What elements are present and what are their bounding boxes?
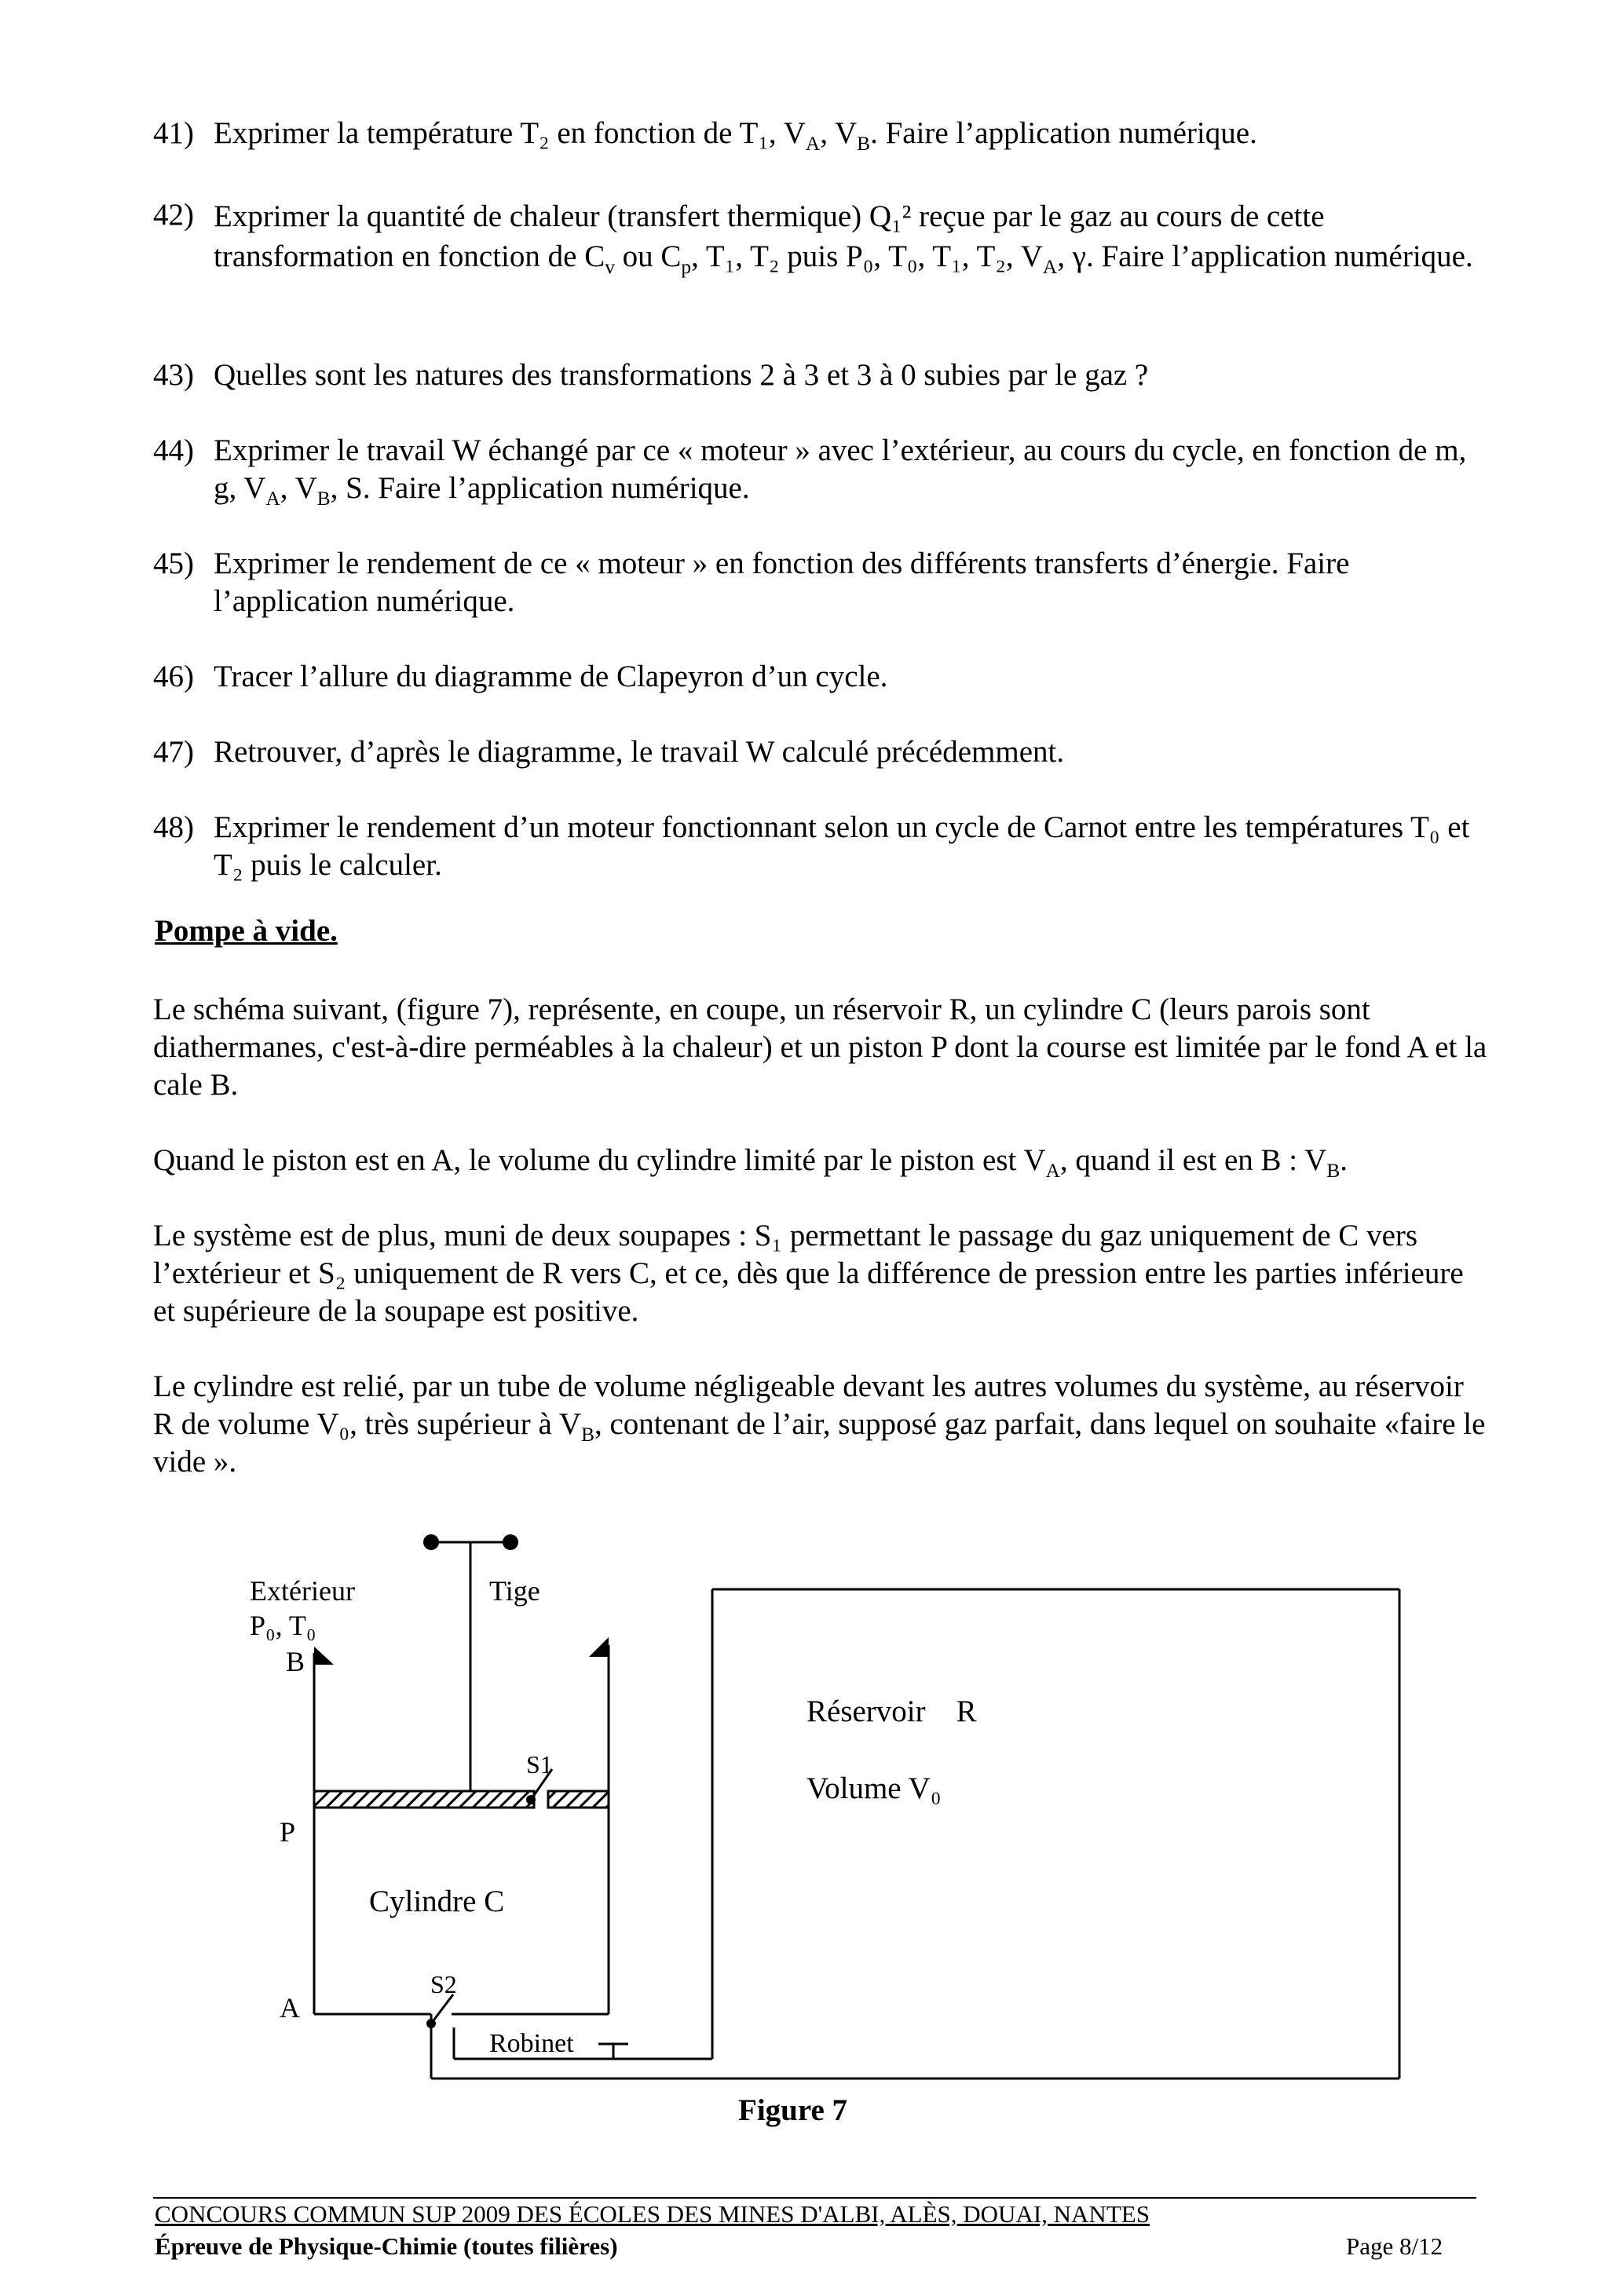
label-p: P bbox=[280, 1816, 296, 1848]
label-volume: Volume V₀ bbox=[807, 1771, 942, 1805]
question-text: Retrouver, d’après le diagramme, le travail W calculé précédemment. bbox=[214, 735, 1065, 769]
page-number: Page 8/12 bbox=[1346, 2232, 1443, 2260]
cylinder-walls bbox=[314, 1637, 609, 2073]
section-title: Pompe à vide. bbox=[155, 914, 338, 948]
label-b: B bbox=[286, 1646, 305, 1677]
question-text: Exprimer le rendement d’un moteur fonctionnant selon un cycle de Carnot entre les températures T₀ et T₂ puis le calculer. bbox=[214, 810, 1470, 882]
label-cylindre: Cylindre C bbox=[369, 1885, 505, 1918]
paragraph-soupapes: Le système est de plus, muni de deux soupapes : S₁ permettant le passage du gaz uniquement de C vers l’extérieur et S₂ uniquement de R vers C, et ce, dès que la différence de pression entre les parties inférieure et supérieure de la soupape est positive. bbox=[153, 1219, 1464, 1328]
footer-rule bbox=[153, 2197, 1476, 2199]
question-text: Exprimer le travail W échangé par ce « moteur » avec l’extérieur, au cours du cycle, en fonction de m, g, $V_A$, $V_B$, S. Faire l’application numérique. bbox=[214, 433, 1467, 510]
question-text: Quelles sont les natures des transformations 2 à 3 et 3 à 0 subies par le gaz ? bbox=[214, 358, 1149, 392]
question-number: 46) bbox=[153, 660, 194, 693]
soupape-s2 bbox=[426, 1994, 453, 2028]
question-number: 48) bbox=[153, 810, 194, 844]
tige-rod bbox=[423, 1534, 518, 1799]
question-number: 42) bbox=[153, 198, 194, 232]
label-reservoir: Réservoir R bbox=[807, 1695, 977, 1728]
question-number: 44) bbox=[153, 433, 194, 467]
cale-b-left bbox=[314, 1647, 334, 1665]
label-p0t0: P₀, T₀ bbox=[250, 1610, 316, 1641]
label-tige: Tige bbox=[489, 1575, 540, 1607]
reservoir bbox=[712, 1589, 1399, 2078]
paragraph-cylindre-reservoir: Le cylindre est relié, par un tube de volume négligeable devant les autres volumes du système, au réservoir R de volume V₀, très supérieur à $V_B$, contenant de l’air, supposé gaz parfait, dans lequel on souhaite «faire le vide ». bbox=[153, 1369, 1486, 1479]
question-number: 45) bbox=[153, 547, 194, 580]
paragraph-schema: Le schéma suivant, (figure 7), représente, en coupe, un réservoir R, un cylindre C (leurs parois sont diathermanes, c'est-à-dire perméables à la chaleur) et un piston P dont la course est limitée par le fond A et la cale B. bbox=[153, 993, 1487, 1102]
question-number: 41) bbox=[153, 116, 194, 150]
label-s1: S1 bbox=[526, 1750, 553, 1779]
footer-concours: CONCOURS COMMUN SUP 2009 DES ÉCOLES DES MINES D'ALBI, ALÈS, DOUAI, NANTES bbox=[155, 2200, 1150, 2228]
label-a: A bbox=[280, 1992, 300, 2024]
question-number: 47) bbox=[153, 735, 194, 769]
piston bbox=[314, 1791, 609, 1808]
paragraph-piston-volumes: Quand le piston est en A, le volume du cylindre limité par le piston est $V_A$, quand il est en B : $V_B$. bbox=[153, 1143, 1348, 1182]
cale-b-right bbox=[589, 1637, 609, 1657]
question-text: Exprimer la quantité de chaleur (transfert thermique) Q₁² reçue par le gaz au cours de cette transformation en fonction de $C_v$ ou $C_p$, T₁, T₂ puis P₀, T₀, T₁, T₂, $V_A$, γ. Faire l’application numérique. bbox=[214, 199, 1473, 278]
footer-epreuve: Épreuve de Physique-Chimie (toutes filières) bbox=[155, 2232, 618, 2260]
label-robinet: Robinet bbox=[489, 2029, 574, 2058]
label-exterieur: Extérieur bbox=[250, 1575, 355, 1607]
question-text: Exprimer la température T₂ en fonction de T₁, $V_A$, $V_B$. Faire l’application numérique. bbox=[214, 116, 1257, 155]
robinet-valve bbox=[598, 2044, 628, 2059]
figure-caption: Figure 7 bbox=[738, 2093, 848, 2127]
handle-dot-left bbox=[423, 1534, 439, 1550]
question-number: 43) bbox=[153, 358, 194, 392]
connecting-tube bbox=[431, 1589, 1399, 2078]
label-s2: S2 bbox=[430, 1970, 457, 1998]
handle-dot-right bbox=[503, 1534, 518, 1550]
question-text: Tracer l’allure du diagramme de Clapeyron d’un cycle. bbox=[214, 660, 888, 693]
question-text: Exprimer le rendement de ce « moteur » en fonction des différents transferts d’énergie. Faire l’application numérique. bbox=[214, 547, 1350, 618]
